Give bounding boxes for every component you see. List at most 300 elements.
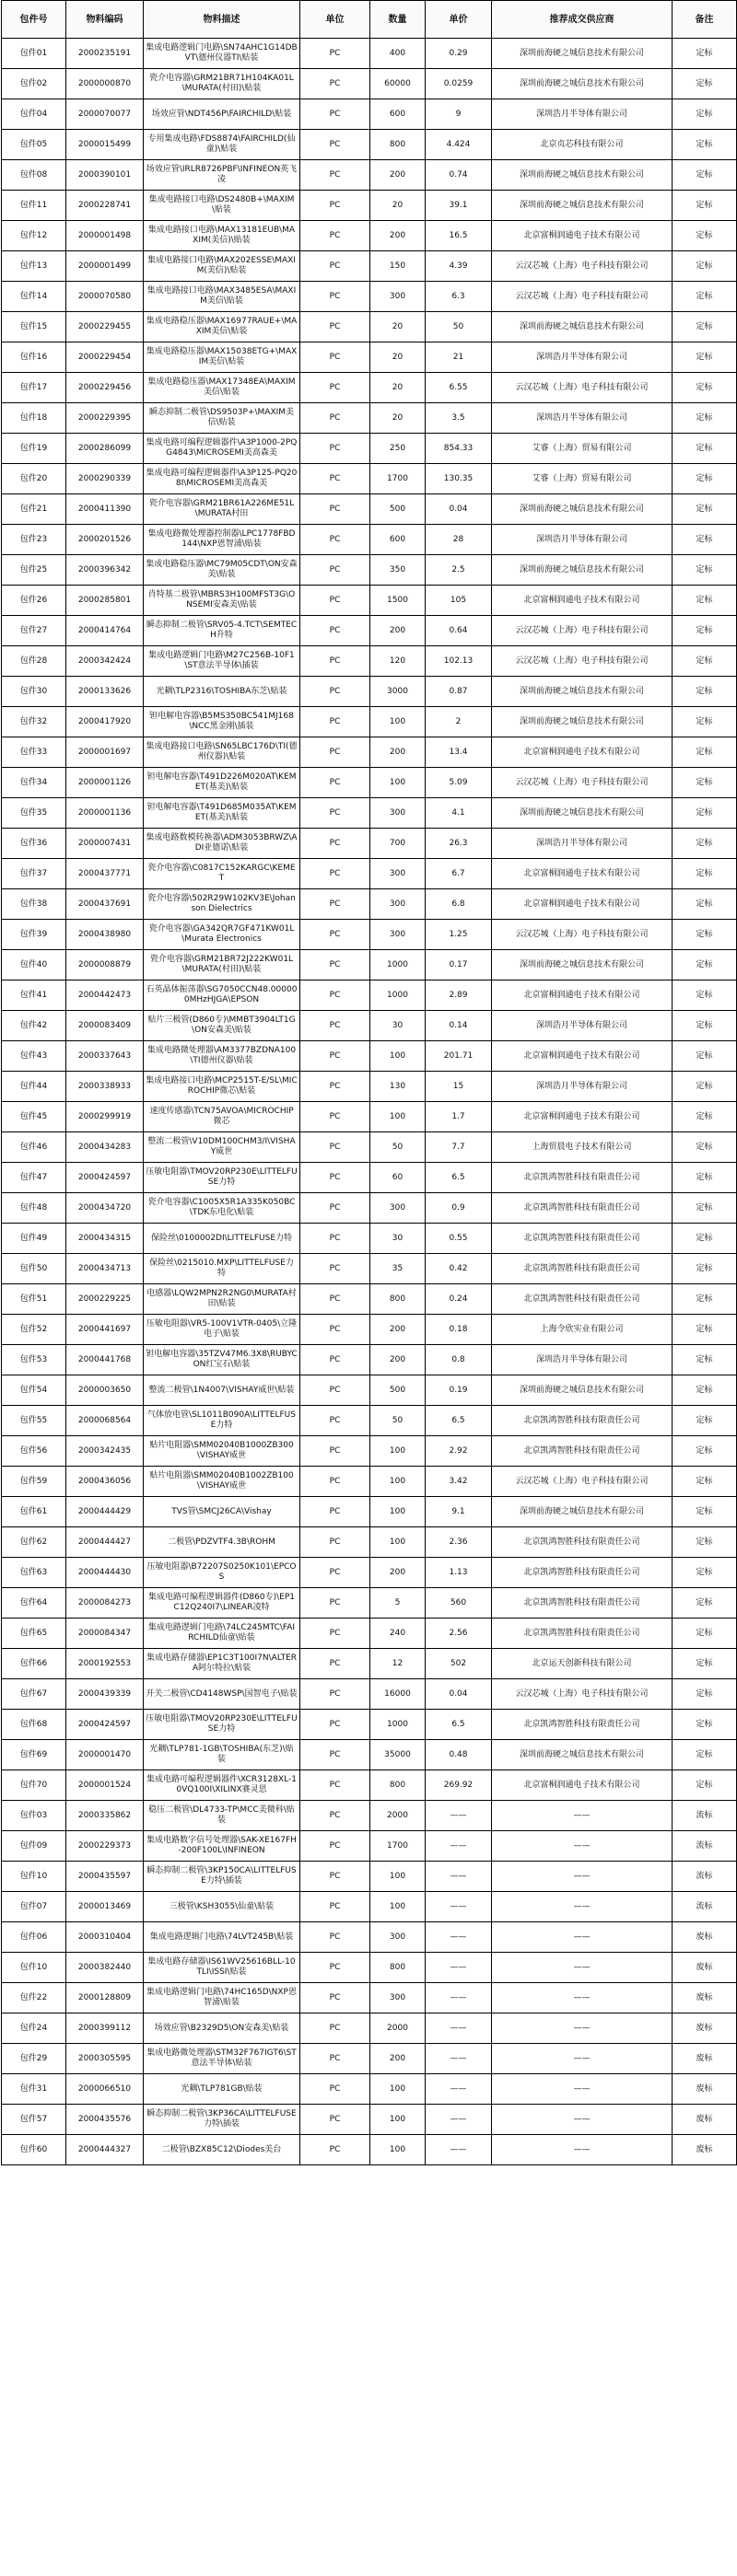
table-row: [2, 1193, 737, 1224]
supplier-cell: 深圳前海硬之城信息技术有限公司: [492, 555, 673, 586]
unit-price-cell: 502: [426, 1649, 492, 1679]
material-code-cell: 2000435597: [66, 1862, 144, 1892]
unit-price-cell: 2: [426, 707, 492, 737]
material-desc-cell: 集成电路稳压器\MC79M05CDT\ON安森美\贴装: [144, 555, 300, 586]
table-row: [2, 889, 737, 920]
package-no-cell: 包件36: [2, 829, 66, 859]
supplier-cell: 深圳前海硬之城信息技术有限公司: [492, 69, 673, 99]
header-quantity: 数量: [370, 1, 426, 39]
unit-price-cell: 6.5: [426, 1163, 492, 1193]
supplier-cell: 深圳前海硬之城信息技术有限公司: [492, 1497, 673, 1527]
remark-cell: 定标: [673, 130, 737, 160]
unit-price-cell: 560: [426, 1588, 492, 1619]
package-no-cell: 包件56: [2, 1436, 66, 1467]
unit-price-cell: 26.3: [426, 829, 492, 859]
remark-cell: 定标: [673, 434, 737, 464]
material-desc-cell: 瓷介电容器\GRM21BR61A226ME51L\MURATA村田: [144, 494, 300, 525]
quantity-cell: 500: [370, 494, 426, 525]
table-row: [2, 920, 737, 950]
unit-cell: PC: [300, 677, 370, 707]
package-no-cell: 包件29: [2, 2044, 66, 2074]
unit-price-cell: ——: [426, 1831, 492, 1862]
unit-cell: PC: [300, 768, 370, 798]
remark-cell: 定标: [673, 1679, 737, 1710]
material-desc-cell: 集成电路微处理器控制器\LPC1778FBD144\NXP恩智浦\贴装: [144, 525, 300, 555]
package-no-cell: 包件13: [2, 251, 66, 282]
material-code-cell: 2000305595: [66, 2044, 144, 2074]
material-code-cell: 2000235191: [66, 39, 144, 69]
quantity-cell: 1700: [370, 464, 426, 494]
quantity-cell: 30: [370, 1011, 426, 1041]
material-code-cell: 2000000870: [66, 69, 144, 99]
remark-cell: 定标: [673, 403, 737, 434]
unit-cell: PC: [300, 1102, 370, 1132]
remark-cell: 定标: [673, 646, 737, 677]
remark-cell: 定标: [673, 251, 737, 282]
unit-cell: PC: [300, 646, 370, 677]
package-no-cell: 包件54: [2, 1375, 66, 1406]
quantity-cell: 100: [370, 2135, 426, 2165]
material-code-cell: 2000285801: [66, 586, 144, 616]
supplier-cell: 云汉芯城（上海）电子科技有限公司: [492, 282, 673, 312]
remark-cell: 定标: [673, 889, 737, 920]
unit-price-cell: 1.25: [426, 920, 492, 950]
unit-cell: PC: [300, 829, 370, 859]
remark-cell: 定标: [673, 859, 737, 889]
package-no-cell: 包件61: [2, 1497, 66, 1527]
remark-cell: 定标: [673, 1315, 737, 1345]
material-desc-cell: 压敏电阻器\B72207S0250K101\EPCOS: [144, 1558, 300, 1588]
supplier-cell: ——: [492, 2044, 673, 2074]
supplier-cell: 北京富桐润通电子技术有限公司: [492, 1041, 673, 1072]
supplier-cell: 北京运天创新科技有限公司: [492, 1649, 673, 1679]
quantity-cell: 1000: [370, 950, 426, 981]
supplier-cell: ——: [492, 1862, 673, 1892]
package-no-cell: 包件18: [2, 403, 66, 434]
quantity-cell: 300: [370, 859, 426, 889]
remark-cell: 定标: [673, 1163, 737, 1193]
unit-cell: PC: [300, 251, 370, 282]
remark-cell: 定标: [673, 1770, 737, 1801]
table-row: [2, 1649, 737, 1679]
material-code-cell: 2000382440: [66, 1953, 144, 1983]
supplier-cell: 深圳浩月半导体有限公司: [492, 829, 673, 859]
material-code-cell: 2000084273: [66, 1588, 144, 1619]
remark-cell: 废标: [673, 2044, 737, 2074]
material-desc-cell: 肖特基二极管\MBRS3H100MFST3G\ONSEMI安森美\贴装: [144, 586, 300, 616]
supplier-cell: 北京富桐润通电子技术有限公司: [492, 981, 673, 1011]
material-code-cell: 2000228741: [66, 191, 144, 221]
material-desc-cell: 气体放电管\SL1011B090A\LITTELFUSE力特: [144, 1406, 300, 1436]
quantity-cell: 200: [370, 737, 426, 768]
unit-cell: PC: [300, 616, 370, 646]
unit-cell: PC: [300, 130, 370, 160]
unit-price-cell: 3.5: [426, 403, 492, 434]
supplier-cell: ——: [492, 1831, 673, 1862]
material-code-cell: 2000335862: [66, 1801, 144, 1831]
unit-cell: PC: [300, 1740, 370, 1770]
remark-cell: 定标: [673, 707, 737, 737]
unit-cell: PC: [300, 1436, 370, 1467]
quantity-cell: 100: [370, 1862, 426, 1892]
table-row: [2, 677, 737, 707]
table-row: [2, 342, 737, 373]
quantity-cell: 700: [370, 829, 426, 859]
table-row: [2, 1892, 737, 1922]
unit-cell: PC: [300, 525, 370, 555]
package-no-cell: 包件39: [2, 920, 66, 950]
unit-cell: PC: [300, 981, 370, 1011]
package-no-cell: 包件03: [2, 1801, 66, 1831]
quantity-cell: 20: [370, 342, 426, 373]
quantity-cell: 100: [370, 2105, 426, 2135]
quantity-cell: 800: [370, 1770, 426, 1801]
unit-cell: PC: [300, 2013, 370, 2044]
remark-cell: 废标: [673, 2135, 737, 2165]
package-no-cell: 包件68: [2, 1710, 66, 1740]
remark-cell: 定标: [673, 1649, 737, 1679]
material-desc-cell: 集成电路接口电路\MAX3485ESA\MAXIM美信\贴装: [144, 282, 300, 312]
package-no-cell: 包件31: [2, 2074, 66, 2105]
unit-price-cell: 0.29: [426, 39, 492, 69]
material-desc-cell: 集成电路可编程逻辑器件\XCR3128XL-10VQ100I\XILINX赛灵思: [144, 1770, 300, 1801]
material-desc-cell: 集成电路数模转换器\ADM3053BRWZ\ADI亚德诺\贴装: [144, 829, 300, 859]
material-code-cell: 2000229225: [66, 1284, 144, 1315]
package-no-cell: 包件49: [2, 1224, 66, 1254]
unit-price-cell: 0.9: [426, 1193, 492, 1224]
material-code-cell: 2000442473: [66, 981, 144, 1011]
supplier-cell: 上海贸晨电子技术有限公司: [492, 1132, 673, 1163]
table-row: [2, 403, 737, 434]
table-row: [2, 1254, 737, 1284]
material-desc-cell: 钽电解电容器\35TZV47M6.3X8\RUBYCON红宝石\贴装: [144, 1345, 300, 1375]
table-row: [2, 1345, 737, 1375]
unit-cell: PC: [300, 1983, 370, 2013]
unit-cell: PC: [300, 2135, 370, 2165]
material-code-cell: 2000229373: [66, 1831, 144, 1862]
unit-cell: PC: [300, 69, 370, 99]
package-no-cell: 包件69: [2, 1740, 66, 1770]
unit-cell: PC: [300, 191, 370, 221]
material-desc-cell: 压敏电阻器\TMOV20RP230E\LITTELFUSE力特: [144, 1163, 300, 1193]
material-desc-cell: 二极管\PDZVTF4.3B\ROHM: [144, 1527, 300, 1558]
table-row: [2, 464, 737, 494]
material-code-cell: 2000201526: [66, 525, 144, 555]
remark-cell: 流标: [673, 1862, 737, 1892]
package-no-cell: 包件47: [2, 1163, 66, 1193]
supplier-cell: 深圳浩月半导体有限公司: [492, 342, 673, 373]
material-desc-cell: 光耦\TLP781-1GB\TOSHIBA(东芝)\贴装: [144, 1740, 300, 1770]
table-row: [2, 1284, 737, 1315]
unit-price-cell: ——: [426, 1801, 492, 1831]
unit-cell: PC: [300, 1649, 370, 1679]
package-no-cell: 包件43: [2, 1041, 66, 1072]
remark-cell: 定标: [673, 525, 737, 555]
package-no-cell: 包件23: [2, 525, 66, 555]
supplier-cell: 云汉芯城（上海）电子科技有限公司: [492, 920, 673, 950]
table-row: [2, 191, 737, 221]
unit-cell: PC: [300, 99, 370, 130]
remark-cell: 定标: [673, 1497, 737, 1527]
unit-price-cell: 0.18: [426, 1315, 492, 1345]
material-code-cell: 2000438980: [66, 920, 144, 950]
supplier-cell: 深圳前海硬之城信息技术有限公司: [492, 191, 673, 221]
material-desc-cell: 瓷介电容器\GRM21BR72J222KW01L\MURATA(村田)\贴装: [144, 950, 300, 981]
package-no-cell: 包件25: [2, 555, 66, 586]
material-desc-cell: 集成电路接口电路\MCP2515T-E/SL\MICROCHIP微芯\贴装: [144, 1072, 300, 1102]
unit-price-cell: ——: [426, 2013, 492, 2044]
unit-cell: PC: [300, 586, 370, 616]
quantity-cell: 200: [370, 1558, 426, 1588]
supplier-cell: 北京贞芯科技有限公司: [492, 130, 673, 160]
supplier-cell: 云汉芯城（上海）电子科技有限公司: [492, 646, 673, 677]
table-row: [2, 130, 737, 160]
material-desc-cell: 集成电路可编程逻辑器件\A3P125-PQ208I\MICROSEMI美高森美: [144, 464, 300, 494]
package-no-cell: 包件67: [2, 1679, 66, 1710]
material-desc-cell: 集成电路稳压器\MAX15038ETG+\MAXIM美信\贴装: [144, 342, 300, 373]
package-no-cell: 包件06: [2, 1922, 66, 1953]
unit-cell: PC: [300, 1862, 370, 1892]
material-desc-cell: 瓷介电容器\GA342QR7GF471KW01L\Murata Electronics: [144, 920, 300, 950]
unit-price-cell: 6.55: [426, 373, 492, 403]
table-row: [2, 1375, 737, 1406]
unit-cell: PC: [300, 403, 370, 434]
material-code-cell: 2000070077: [66, 99, 144, 130]
material-code-cell: 2000229455: [66, 312, 144, 342]
unit-price-cell: 2.56: [426, 1619, 492, 1649]
material-desc-cell: 集成电路逻辑门电路\M27C256B-10F1\ST意法半导体\插装: [144, 646, 300, 677]
package-no-cell: 包件63: [2, 1558, 66, 1588]
unit-price-cell: 3.42: [426, 1467, 492, 1497]
material-code-cell: 2000299919: [66, 1102, 144, 1132]
table-row: [2, 1953, 737, 1983]
package-no-cell: 包件41: [2, 981, 66, 1011]
table-row: [2, 1801, 737, 1831]
remark-cell: 定标: [673, 616, 737, 646]
supplier-cell: 北京凯鸿智胜科技有限责任公司: [492, 1588, 673, 1619]
header-remark: 备注: [673, 1, 737, 39]
quantity-cell: 300: [370, 889, 426, 920]
supplier-cell: 北京凯鸿智胜科技有限责任公司: [492, 1527, 673, 1558]
material-desc-cell: 压敏电阻器\TMOV20RP230E\LITTELFUSE力特: [144, 1710, 300, 1740]
header-package-no: 包件号: [2, 1, 66, 39]
package-no-cell: 包件20: [2, 464, 66, 494]
unit-price-cell: 854.33: [426, 434, 492, 464]
remark-cell: 定标: [673, 1132, 737, 1163]
quantity-cell: 5: [370, 1588, 426, 1619]
material-desc-cell: 场效应管\IRLR8726PBF\INFINEON英飞凌: [144, 160, 300, 191]
unit-price-cell: ——: [426, 2105, 492, 2135]
table-row: [2, 1679, 737, 1710]
unit-cell: PC: [300, 2074, 370, 2105]
supplier-cell: 云汉芯城（上海）电子科技有限公司: [492, 768, 673, 798]
unit-price-cell: 2.5: [426, 555, 492, 586]
material-code-cell: 2000128809: [66, 1983, 144, 2013]
material-desc-cell: 光耦\TLP2316\TOSHIBA东芝\贴装: [144, 677, 300, 707]
package-no-cell: 包件14: [2, 282, 66, 312]
unit-price-cell: 0.24: [426, 1284, 492, 1315]
package-no-cell: 包件30: [2, 677, 66, 707]
table-row: [2, 1315, 737, 1345]
quantity-cell: 1700: [370, 1831, 426, 1862]
package-no-cell: 包件70: [2, 1770, 66, 1801]
material-desc-cell: 集成电路逻辑门电路\SN74AHC1G14DBVT\德州仪器TI\贴装: [144, 39, 300, 69]
material-desc-cell: 贴片电阻器\SMM02040B1000ZB300\VISHAY威世: [144, 1436, 300, 1467]
package-no-cell: 包件10: [2, 1862, 66, 1892]
quantity-cell: 16000: [370, 1679, 426, 1710]
material-code-cell: 2000290339: [66, 464, 144, 494]
table-row: [2, 1436, 737, 1467]
remark-cell: 流标: [673, 1831, 737, 1862]
material-code-cell: 2000390101: [66, 160, 144, 191]
material-desc-cell: 瓷介电容器\C0817C152KARGC\KEMET: [144, 859, 300, 889]
material-code-cell: 2000424597: [66, 1710, 144, 1740]
quantity-cell: 800: [370, 1284, 426, 1315]
unit-price-cell: 0.8: [426, 1345, 492, 1375]
material-desc-cell: 瞬态抑制二极管\DS9503P+\MAXIM美信\贴装: [144, 403, 300, 434]
supplier-cell: ——: [492, 1983, 673, 2013]
quantity-cell: 60000: [370, 69, 426, 99]
table-row: [2, 2044, 737, 2074]
unit-price-cell: 0.17: [426, 950, 492, 981]
material-code-cell: 2000337643: [66, 1041, 144, 1072]
quantity-cell: 1500: [370, 586, 426, 616]
material-desc-cell: 整流二极管\V10DM100CHM3/I\VISHAY威世: [144, 1132, 300, 1163]
package-no-cell: 包件10: [2, 1953, 66, 1983]
material-desc-cell: 集成电路接口电路\MAX202ESSE\MAXIM(美信)\贴装: [144, 251, 300, 282]
table-row: [2, 1770, 737, 1801]
table-row: [2, 1983, 737, 2013]
supplier-cell: 深圳前海硬之城信息技术有限公司: [492, 1740, 673, 1770]
package-no-cell: 包件46: [2, 1132, 66, 1163]
package-no-cell: 包件37: [2, 859, 66, 889]
material-desc-cell: 集成电路可编程逻辑器件\A3P1000-2PQG4843\MICROSEMI美高森美: [144, 434, 300, 464]
package-no-cell: 包件34: [2, 768, 66, 798]
material-code-cell: 2000310404: [66, 1922, 144, 1953]
quantity-cell: 3000: [370, 677, 426, 707]
supplier-cell: 云汉芯城（上海）电子科技有限公司: [492, 373, 673, 403]
material-desc-cell: 瓷介电容器\C1005X5R1A335K050BC\TDK东电化\贴装: [144, 1193, 300, 1224]
table-row: [2, 1558, 737, 1588]
material-code-cell: 2000001499: [66, 251, 144, 282]
material-desc-cell: 专用集成电路\FDS8874\FAIRCHILD(仙童)\贴装: [144, 130, 300, 160]
quantity-cell: 200: [370, 616, 426, 646]
unit-cell: PC: [300, 373, 370, 403]
material-desc-cell: 钽电解电容器\T491D685M035AT\KEMET(基美)\贴装: [144, 798, 300, 829]
table-row: [2, 1527, 737, 1558]
material-code-cell: 2000001697: [66, 737, 144, 768]
material-desc-cell: 贴片电阻器\SMM02040B1002ZB100\VISHAY威世: [144, 1467, 300, 1497]
supplier-cell: ——: [492, 2105, 673, 2135]
table-row: [2, 2105, 737, 2135]
material-code-cell: 2000286099: [66, 434, 144, 464]
table-row: [2, 69, 737, 99]
unit-price-cell: 13.4: [426, 737, 492, 768]
supplier-cell: 深圳前海硬之城信息技术有限公司: [492, 39, 673, 69]
quantity-cell: 30: [370, 1224, 426, 1254]
remark-cell: 定标: [673, 555, 737, 586]
material-desc-cell: 钽电解电容器\T491D226M020AT\KEMET(基美)\贴装: [144, 768, 300, 798]
table-row: [2, 768, 737, 798]
material-code-cell: 2000229395: [66, 403, 144, 434]
quantity-cell: 100: [370, 1102, 426, 1132]
procurement-table: [1, 0, 737, 2165]
material-code-cell: 2000434713: [66, 1254, 144, 1284]
supplier-cell: ——: [492, 2135, 673, 2165]
unit-cell: PC: [300, 1619, 370, 1649]
supplier-cell: 北京凯鸿智胜科技有限责任公司: [492, 1284, 673, 1315]
unit-price-cell: 269.92: [426, 1770, 492, 1801]
remark-cell: 定标: [673, 494, 737, 525]
unit-price-cell: 6.3: [426, 282, 492, 312]
unit-price-cell: 0.14: [426, 1011, 492, 1041]
unit-cell: PC: [300, 1679, 370, 1710]
material-code-cell: 2000414764: [66, 616, 144, 646]
unit-cell: PC: [300, 1254, 370, 1284]
supplier-cell: 艾睿（上海）贸易有限公司: [492, 464, 673, 494]
package-no-cell: 包件19: [2, 434, 66, 464]
supplier-cell: 云汉芯城（上海）电子科技有限公司: [492, 251, 673, 282]
unit-cell: PC: [300, 39, 370, 69]
unit-cell: PC: [300, 555, 370, 586]
remark-cell: 定标: [673, 1224, 737, 1254]
material-code-cell: 2000001470: [66, 1740, 144, 1770]
table-row: [2, 555, 737, 586]
remark-cell: 定标: [673, 737, 737, 768]
remark-cell: 定标: [673, 1375, 737, 1406]
header-material-desc: 物料描述: [144, 1, 300, 39]
unit-price-cell: 0.48: [426, 1740, 492, 1770]
material-code-cell: 2000342435: [66, 1436, 144, 1467]
quantity-cell: 1000: [370, 1710, 426, 1740]
unit-cell: PC: [300, 1558, 370, 1588]
material-desc-cell: 集成电路存储器\IS61WV25616BLL-10TLI\ISSI\贴装: [144, 1953, 300, 1983]
unit-price-cell: 0.87: [426, 677, 492, 707]
unit-cell: PC: [300, 434, 370, 464]
supplier-cell: 北京富桐润通电子技术有限公司: [492, 221, 673, 251]
unit-price-cell: 105: [426, 586, 492, 616]
table-row: [2, 39, 737, 69]
material-desc-cell: 保险丝\0215010.MXP\LITTELFUSE力特: [144, 1254, 300, 1284]
header-supplier: 推荐成交供应商: [492, 1, 673, 39]
unit-price-cell: 28: [426, 525, 492, 555]
table-row: [2, 1740, 737, 1770]
table-row: [2, 1224, 737, 1254]
material-code-cell: 2000084347: [66, 1619, 144, 1649]
supplier-cell: 北京富桐润通电子技术有限公司: [492, 737, 673, 768]
table-row: [2, 1072, 737, 1102]
unit-cell: PC: [300, 1011, 370, 1041]
material-desc-cell: 场效应管\B2329D5\ON安森美\贴装: [144, 2013, 300, 2044]
unit-price-cell: 4.1: [426, 798, 492, 829]
table-row: [2, 1862, 737, 1892]
quantity-cell: 200: [370, 2044, 426, 2074]
supplier-cell: 深圳前海硬之城信息技术有限公司: [492, 1375, 673, 1406]
unit-cell: PC: [300, 1224, 370, 1254]
quantity-cell: 100: [370, 1436, 426, 1467]
remark-cell: 废标: [673, 1953, 737, 1983]
supplier-cell: 深圳浩月半导体有限公司: [492, 1011, 673, 1041]
material-desc-cell: 集成电路接口电路\SN65LBC176D\TI(德州仪器)\贴装: [144, 737, 300, 768]
material-code-cell: 2000434315: [66, 1224, 144, 1254]
material-desc-cell: 集成电路稳压器\MAX17348EA\MAXIM美信\贴装: [144, 373, 300, 403]
material-desc-cell: 集成电路微处理器\AM3377BZDNA100\TI德州仪器\贴装: [144, 1041, 300, 1072]
quantity-cell: 300: [370, 1193, 426, 1224]
package-no-cell: 包件05: [2, 130, 66, 160]
quantity-cell: 2000: [370, 1801, 426, 1831]
unit-price-cell: 0.42: [426, 1254, 492, 1284]
unit-cell: PC: [300, 889, 370, 920]
